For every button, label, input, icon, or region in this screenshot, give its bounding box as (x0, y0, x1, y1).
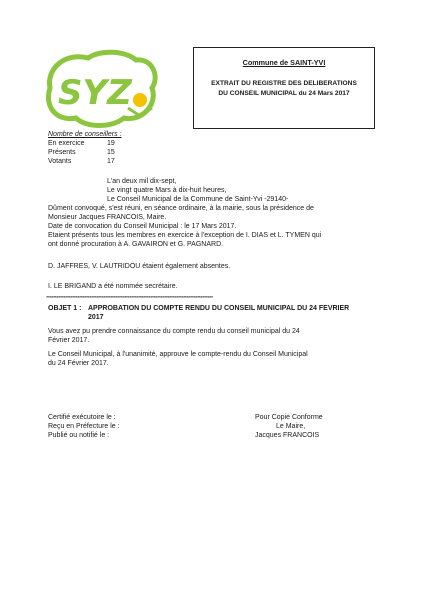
intro-council: Le Conseil Municipal de la Commune de Saint-Yvi -29140- (107, 196, 289, 203)
councillors-label-exercice: En exercice (48, 140, 85, 147)
published-notified: Publié ou notifié le : (48, 432, 110, 439)
councillors-value-exercice: 19 (107, 140, 115, 147)
separator: ************************************************************************************************ (46, 296, 213, 302)
intro-president: Monsieur Jacques FRANCOIS, Maire. (48, 214, 167, 221)
councillors-value-presents: 15 (107, 149, 115, 156)
certified-copy: Pour Copie Conforme (255, 414, 323, 421)
received-prefecture: Reçu en Préfecture le : (48, 423, 120, 430)
objet-para2-line2: du 24 Février 2017. (48, 360, 109, 367)
objet-para1-line2: Février 2017. (48, 337, 90, 344)
councillors-heading: Nombre de conseillers : (48, 131, 122, 138)
mayor-name: Jacques FRANCOIS (255, 432, 320, 439)
councillors-label-presents: Présents (48, 149, 76, 156)
presence-line2: ont donné procuration à A. GAVAIRON et G. PAGNARD. (48, 241, 224, 248)
convocation-date: Date de convocation du Conseil Municipal : le 17 Mars 2017. (48, 223, 237, 230)
register-title-line1: EXTRAIT DU REGISTRE DES DELIBERATIONS (211, 80, 357, 87)
intro-convened: Dûment convoqué, s'est réuni, en séance ordinaire, à la mairie, sous la présidence de (48, 205, 314, 212)
presence-line1: Etaient présents tous les membres en exercice à l'exception de I. DIAS et L. TYMEN qui (48, 232, 322, 239)
objet-label: OBJET 1 : (48, 305, 82, 312)
absent-members: D. JAFFRES, V. LAUTRIDOU étaient également absentes. (48, 263, 231, 270)
svg-text:SYZ: SYZ (58, 73, 132, 113)
secretary: I. LE BRIGAND a été nommée secrétaire. (48, 283, 178, 290)
objet-para2-line1: Le Conseil Municipal, à l'unanimité, approuve le compte-rendu du Conseil Municipal (48, 351, 308, 358)
mayor-title: Le Maire, (276, 423, 306, 430)
councillors-value-votants: 17 (107, 158, 115, 165)
intro-year: L'an deux mil dix-sept, (107, 178, 177, 185)
commune-logo (42, 48, 160, 128)
certified-executory: Certifié exécutoire le : (48, 414, 116, 421)
intro-date: Le vingt quatre Mars à dix-huit heures, (107, 187, 227, 194)
header-box (193, 47, 375, 129)
objet-para1-line1: Vous avez pu prendre connaissance du compte rendu du conseil municipal du 24 (48, 328, 300, 335)
register-title-line2: DU CONSEIL MUNICIPAL du 24 Mars 2017 (218, 90, 350, 97)
commune-name: Commune de SAINT-YVI (242, 58, 326, 67)
objet-title-line2: 2017 (88, 314, 104, 321)
objet-title-line1: APPROBATION DU COMPTE RENDU DU CONSEIL MUNICIPAL DU 24 FEVRIER (88, 305, 350, 312)
councillors-label-votants: Votants (48, 158, 72, 165)
